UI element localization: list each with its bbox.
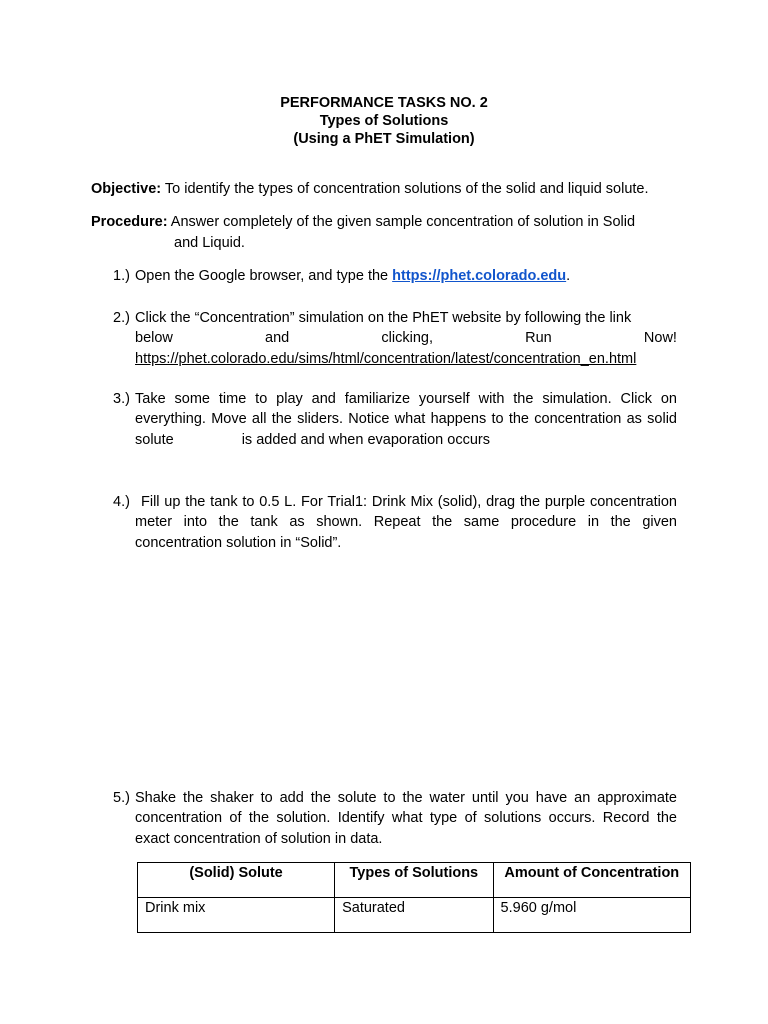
step-number: 2.) — [113, 310, 130, 326]
step-2 — [113, 308, 677, 369]
step-text: Fill up the tank to 0.5 L. For Trial1: Drink Mix (solid), drag the purple concentration meter into the tank as shown. Repeat the same procedure in the given concentration solution in “Solid”. — [135, 494, 677, 551]
step-word: below — [135, 330, 173, 347]
cell-amount: 5.960 g/mol — [493, 898, 690, 933]
step-text: Shake the shaker to add the solute to the water until you have an approximate concentration of the solution. Identify what type of solutions occurs. Record the exact concentration of solution in data. — [135, 790, 677, 847]
step-text: Take some time to play and familiarize yourself with the simulation. Click on everything. Move all the sliders. Notice what happens to the concentration as solid solute — [135, 391, 677, 448]
phet-website-link[interactable]: https://phet.colorado.edu — [392, 268, 567, 284]
task-title: PERFORMANCE TASKS NO. 2 — [280, 95, 488, 111]
step-1 — [113, 266, 677, 286]
step-word: Run — [525, 330, 552, 347]
table-header-row — [138, 863, 691, 898]
procedure-label: Procedure: — [91, 214, 168, 230]
column-header-solute: (Solid) Solute — [138, 863, 335, 898]
step-word: Now! — [643, 330, 677, 347]
step-text: Open the Google browser, and type the — [135, 268, 393, 284]
procedure-paragraph — [91, 212, 676, 253]
cell-type: Saturated — [335, 898, 493, 933]
column-header-types: Types of Solutions — [335, 863, 493, 898]
step-5 — [113, 788, 677, 849]
step-text: Click the “Concentration” simulation on the PhET website by following the link — [135, 310, 632, 326]
step-number: 1.) — [113, 268, 130, 284]
step-number: 3.) — [113, 391, 130, 407]
step-text-end: is added and when evaporation occurs — [241, 431, 490, 448]
table-row — [138, 898, 691, 933]
column-header-amount: Amount of Concentration — [493, 863, 690, 898]
procedure-text-continued: and Liquid. — [174, 234, 245, 251]
step-4 — [113, 492, 677, 553]
step-text-end: . — [566, 268, 571, 284]
concentration-data-table — [137, 862, 691, 933]
objective-text: To identify the types of concentration solutions of the solid and liquid solute. — [164, 181, 649, 197]
step-word: clicking, — [381, 330, 433, 347]
concentration-simulation-link[interactable]: https://phet.colorado.edu/sims/html/concentration/latest/concentration_en.html — [135, 350, 637, 367]
step-number: 5.) — [113, 790, 130, 806]
task-subtitle-note: (Using a PhET Simulation) — [293, 131, 475, 147]
step-3 — [113, 389, 677, 450]
objective-paragraph — [91, 179, 676, 200]
document-header — [0, 94, 768, 148]
step-text-spread — [135, 328, 677, 348]
cell-solute: Drink mix — [138, 898, 335, 933]
step-number: 4.) — [113, 494, 130, 510]
objective-label: Objective: — [91, 181, 162, 197]
task-subtitle: Types of Solutions — [319, 113, 449, 129]
procedure-text: Answer completely of the given sample concentration of solution in Solid — [170, 214, 636, 230]
step-word: and — [265, 330, 290, 347]
